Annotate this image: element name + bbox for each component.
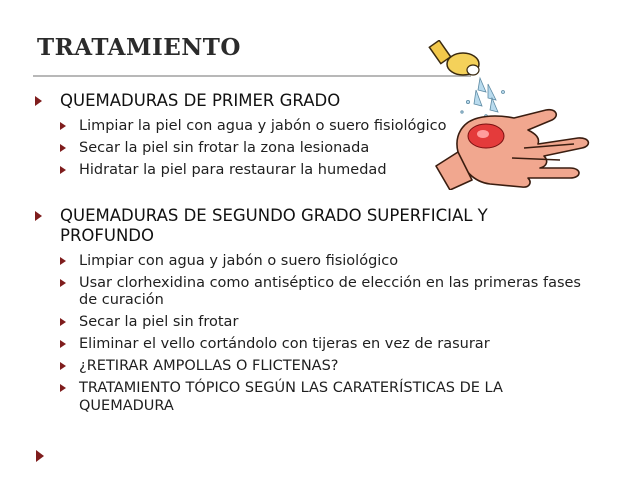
item-bullet-icon (60, 318, 66, 326)
list-item: Eliminar el vello cortándolo con tijeras en vez de rasurar (79, 336, 490, 352)
item-bullet-icon (60, 166, 66, 174)
list-item: Limpiar la piel con agua y jabón o suero fisiológico (79, 118, 447, 134)
list-item: ¿RETIRAR AMPOLLAS O FLICTENAS? (79, 358, 339, 374)
slide-title: TRATAMIENTO (37, 34, 241, 61)
item-bullet-icon (60, 384, 66, 392)
list-item: Usar clorhexidina como antiséptico de elección en las primeras fases (79, 275, 581, 291)
section-heading-second-degree: QUEMADURAS DE SEGUNDO GRADO SUPERFICIAL Y (60, 206, 488, 225)
bottle-icon (429, 40, 479, 75)
section-heading-first-degree: QUEMADURAS DE PRIMER GRADO (60, 91, 341, 110)
item-bullet-icon (60, 144, 66, 152)
burn-area-icon (468, 124, 504, 148)
item-bullet-icon (60, 257, 66, 265)
list-item: Hidratar la piel para restaurar la humedad (79, 162, 387, 178)
list-item: Secar la piel sin frotar (79, 314, 239, 330)
list-item: Limpiar con agua y jabón o suero fisiológico (79, 253, 399, 269)
item-bullet-icon (60, 362, 66, 370)
item-bullet-icon (60, 279, 66, 287)
list-item: TRATAMIENTO TÓPICO SEGÚN LAS CARATERÍSTICAS DE LA (79, 380, 503, 396)
burned-hand-rinse-icon (428, 40, 600, 190)
section-bullet-icon (35, 96, 42, 106)
list-item: Secar la piel sin frotar la zona lesionada (79, 140, 370, 156)
title-underline (33, 75, 471, 77)
list-item-continuation: de curación (79, 292, 164, 308)
list-item-continuation: QUEMADURA (79, 398, 174, 414)
item-bullet-icon (60, 122, 66, 130)
hand-icon (436, 110, 588, 190)
item-bullet-icon (60, 340, 66, 348)
section-heading-second-degree-cont: PROFUNDO (60, 226, 155, 245)
water-drops-icon (461, 78, 505, 117)
section-bullet-icon (35, 211, 42, 221)
slide-footer-marker-icon (36, 450, 44, 462)
